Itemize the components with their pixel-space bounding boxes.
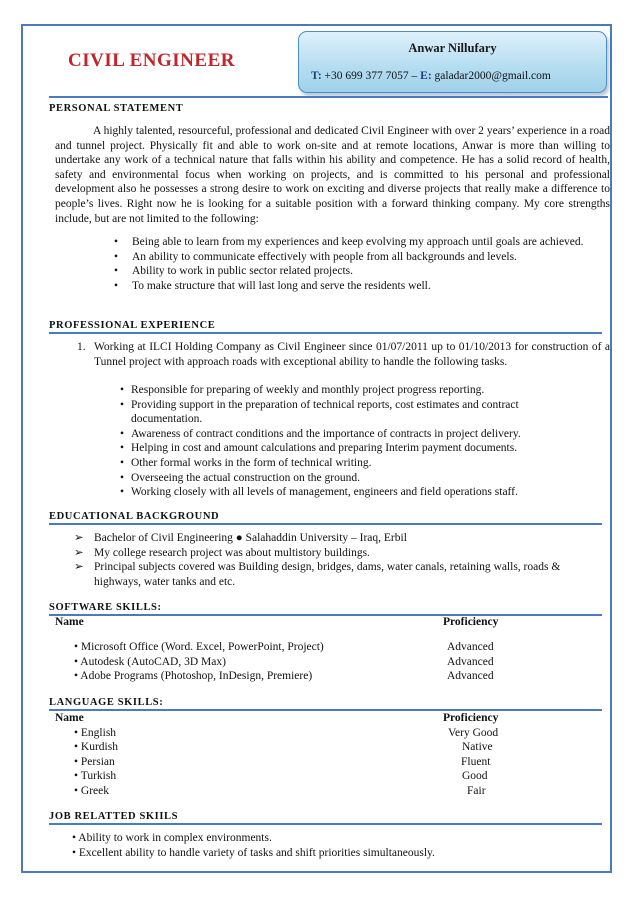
section-heading-education: EDUCATIONAL BACKGROUND xyxy=(49,511,220,522)
job-skill-item: • Ability to work in complex environments. xyxy=(72,832,272,844)
bullet-icon: • xyxy=(114,250,119,263)
list-item: ➢ Bachelor of Civil Engineering ● Salahaddin University – Iraq, Erbil xyxy=(74,532,407,544)
section-heading-job-skills: JOB RELATTED SKIILS xyxy=(49,811,179,822)
section-heading-personal-statement: PERSONAL STATEMENT xyxy=(49,103,184,114)
bullet-icon: • xyxy=(74,770,81,782)
bullet-icon: • xyxy=(120,398,125,411)
bullet-icon: • xyxy=(120,384,125,396)
bullet-icon: • xyxy=(114,236,119,248)
phone-label: T: xyxy=(311,70,322,82)
education-list xyxy=(74,531,604,589)
bullet-icon: • xyxy=(74,741,81,753)
language-row: • Turkish xyxy=(74,770,117,782)
list-item: • Awareness of contract conditions and the importance of contracts in project delivery. xyxy=(120,427,521,440)
bullet-icon: • xyxy=(74,756,81,768)
software-col-proficiency: Proficiency xyxy=(443,616,499,628)
software-row: • Autodesk (AutoCAD, 3D Max) xyxy=(74,656,226,668)
bullet-icon: • xyxy=(120,442,125,455)
section-divider xyxy=(49,614,602,616)
list-item: • Providing support in the preparation of technical reports, cost estimates and contract documentation. xyxy=(120,398,519,426)
software-level: Advanced xyxy=(447,641,494,653)
section-divider xyxy=(49,823,602,825)
section-heading-professional-experience: PROFESSIONAL EXPERIENCE xyxy=(49,320,216,331)
software-level: Advanced xyxy=(447,670,494,682)
language-row: • English xyxy=(74,727,117,739)
list-item: • An ability to communicate effectively with people from all backgrounds and levels. xyxy=(114,250,517,263)
language-col-proficiency: Proficiency xyxy=(443,712,499,724)
list-item: • Responsible for preparing of weekly and monthly project progress reporting. xyxy=(120,384,485,396)
list-item: • Ability to work in public sector related projects. xyxy=(114,265,353,278)
language-level: Good xyxy=(462,770,488,782)
list-item: ➢ My college research project was about multistory buildings. xyxy=(74,546,370,559)
list-item: • Being able to learn from my experiences and keep evolving my approach until goals are achieved. xyxy=(114,236,584,248)
bullet-icon: • xyxy=(114,265,119,278)
language-row: • Persian xyxy=(74,756,115,768)
job-description: Working at ILCI Holding Company as Civil Engineer since 01/07/2011 up to 01/10/2013 for construction of a Tunnel project with approach roads with exceptional ability to handle the following tasks. xyxy=(94,341,610,368)
bullet-icon: • xyxy=(120,427,125,440)
language-level: Native xyxy=(462,741,493,753)
strengths-list xyxy=(114,235,610,293)
language-row: • Kurdish xyxy=(74,741,118,753)
bullet-icon: • xyxy=(74,670,81,682)
software-col-name: Name xyxy=(55,616,84,628)
personal-statement-text: A highly talented, resourceful, professional and dedicated Civil Engineer with over 2 years’ experience in a road and tunnel project. Physically fit and able to work on-site and at remote locations, Anwar is more than willing to undertake any work of a technical nature that falls within his ability and competence. He has a solid record of health, safety and environmental focus when working on projects, and is committed to his personal and professional development also he possesses a strong desire to work on exciting and diverse projects that really make a difference to people’s lives. Right now he is looking for a suitable position with a forward thinking company. My core strengths include, but are not limited to the following: xyxy=(55,125,610,225)
list-item: • Working closely with all levels of management, engineers and field operations staff. xyxy=(120,486,518,499)
language-row: • Greek xyxy=(74,785,109,797)
section-divider xyxy=(49,332,602,334)
language-col-name: Name xyxy=(55,712,84,724)
software-row: • Microsoft Office (Word. Excel, PowerPoint, Project) xyxy=(74,641,324,653)
tasks-list xyxy=(120,383,570,500)
bullet-icon: • xyxy=(74,727,81,739)
language-level: Fluent xyxy=(461,756,491,768)
list-item: ➢ Principal subjects covered was Building design, bridges, dams, water canals, retaining walls, roads & highways, water tanks and etc. xyxy=(74,561,561,588)
section-divider xyxy=(49,709,602,711)
bullet-icon: • xyxy=(120,471,125,484)
candidate-name: Anwar Nillufary xyxy=(408,41,497,55)
contact-line xyxy=(311,70,551,82)
contact-box xyxy=(298,31,607,93)
header-divider xyxy=(49,96,608,98)
bullet-icon: • xyxy=(74,641,81,653)
bullet-icon: • xyxy=(120,456,125,469)
software-level: Advanced xyxy=(447,656,494,668)
bullet-icon: • xyxy=(120,486,125,499)
email-label: E: xyxy=(420,70,432,82)
email-address: galadar2000@gmail.com xyxy=(434,70,551,82)
list-item: • Other formal works in the form of technical writing. xyxy=(120,456,372,469)
software-row: • Adobe Programs (Photoshop, InDesign, Premiere) xyxy=(74,670,313,682)
bullet-icon: • xyxy=(74,785,81,797)
list-item: • Overseeing the actual construction on the ground. xyxy=(120,471,360,484)
arrow-bullet-icon: ➢ xyxy=(74,532,84,544)
bullet-icon: • xyxy=(72,832,79,844)
section-divider xyxy=(49,523,602,525)
job-skill-item: • Excellent ability to handle variety of tasks and shift priorities simultaneously. xyxy=(72,847,435,859)
bullet-icon: • xyxy=(74,656,81,668)
list-item: • To make structure that will last long and serve the residents well. xyxy=(114,279,431,292)
list-item: • Helping in cost and amount calculations and preparing Interim payment documents. xyxy=(120,442,518,455)
job-number: 1. xyxy=(77,341,86,353)
section-heading-software-skills: SOFTWARE SKILLS: xyxy=(49,602,162,613)
language-level: Very Good xyxy=(448,727,499,739)
bullet-icon: • xyxy=(72,847,79,859)
arrow-bullet-icon: ➢ xyxy=(74,546,84,559)
phone-number: +30 699 377 7057 – xyxy=(324,70,418,82)
bullet-icon: • xyxy=(114,279,119,292)
language-level: Fair xyxy=(467,785,486,797)
section-heading-language-skills: LANGUAGE SKILLS: xyxy=(49,697,164,708)
arrow-bullet-icon: ➢ xyxy=(74,561,84,574)
job-title: CIVIL ENGINEER xyxy=(68,50,235,71)
